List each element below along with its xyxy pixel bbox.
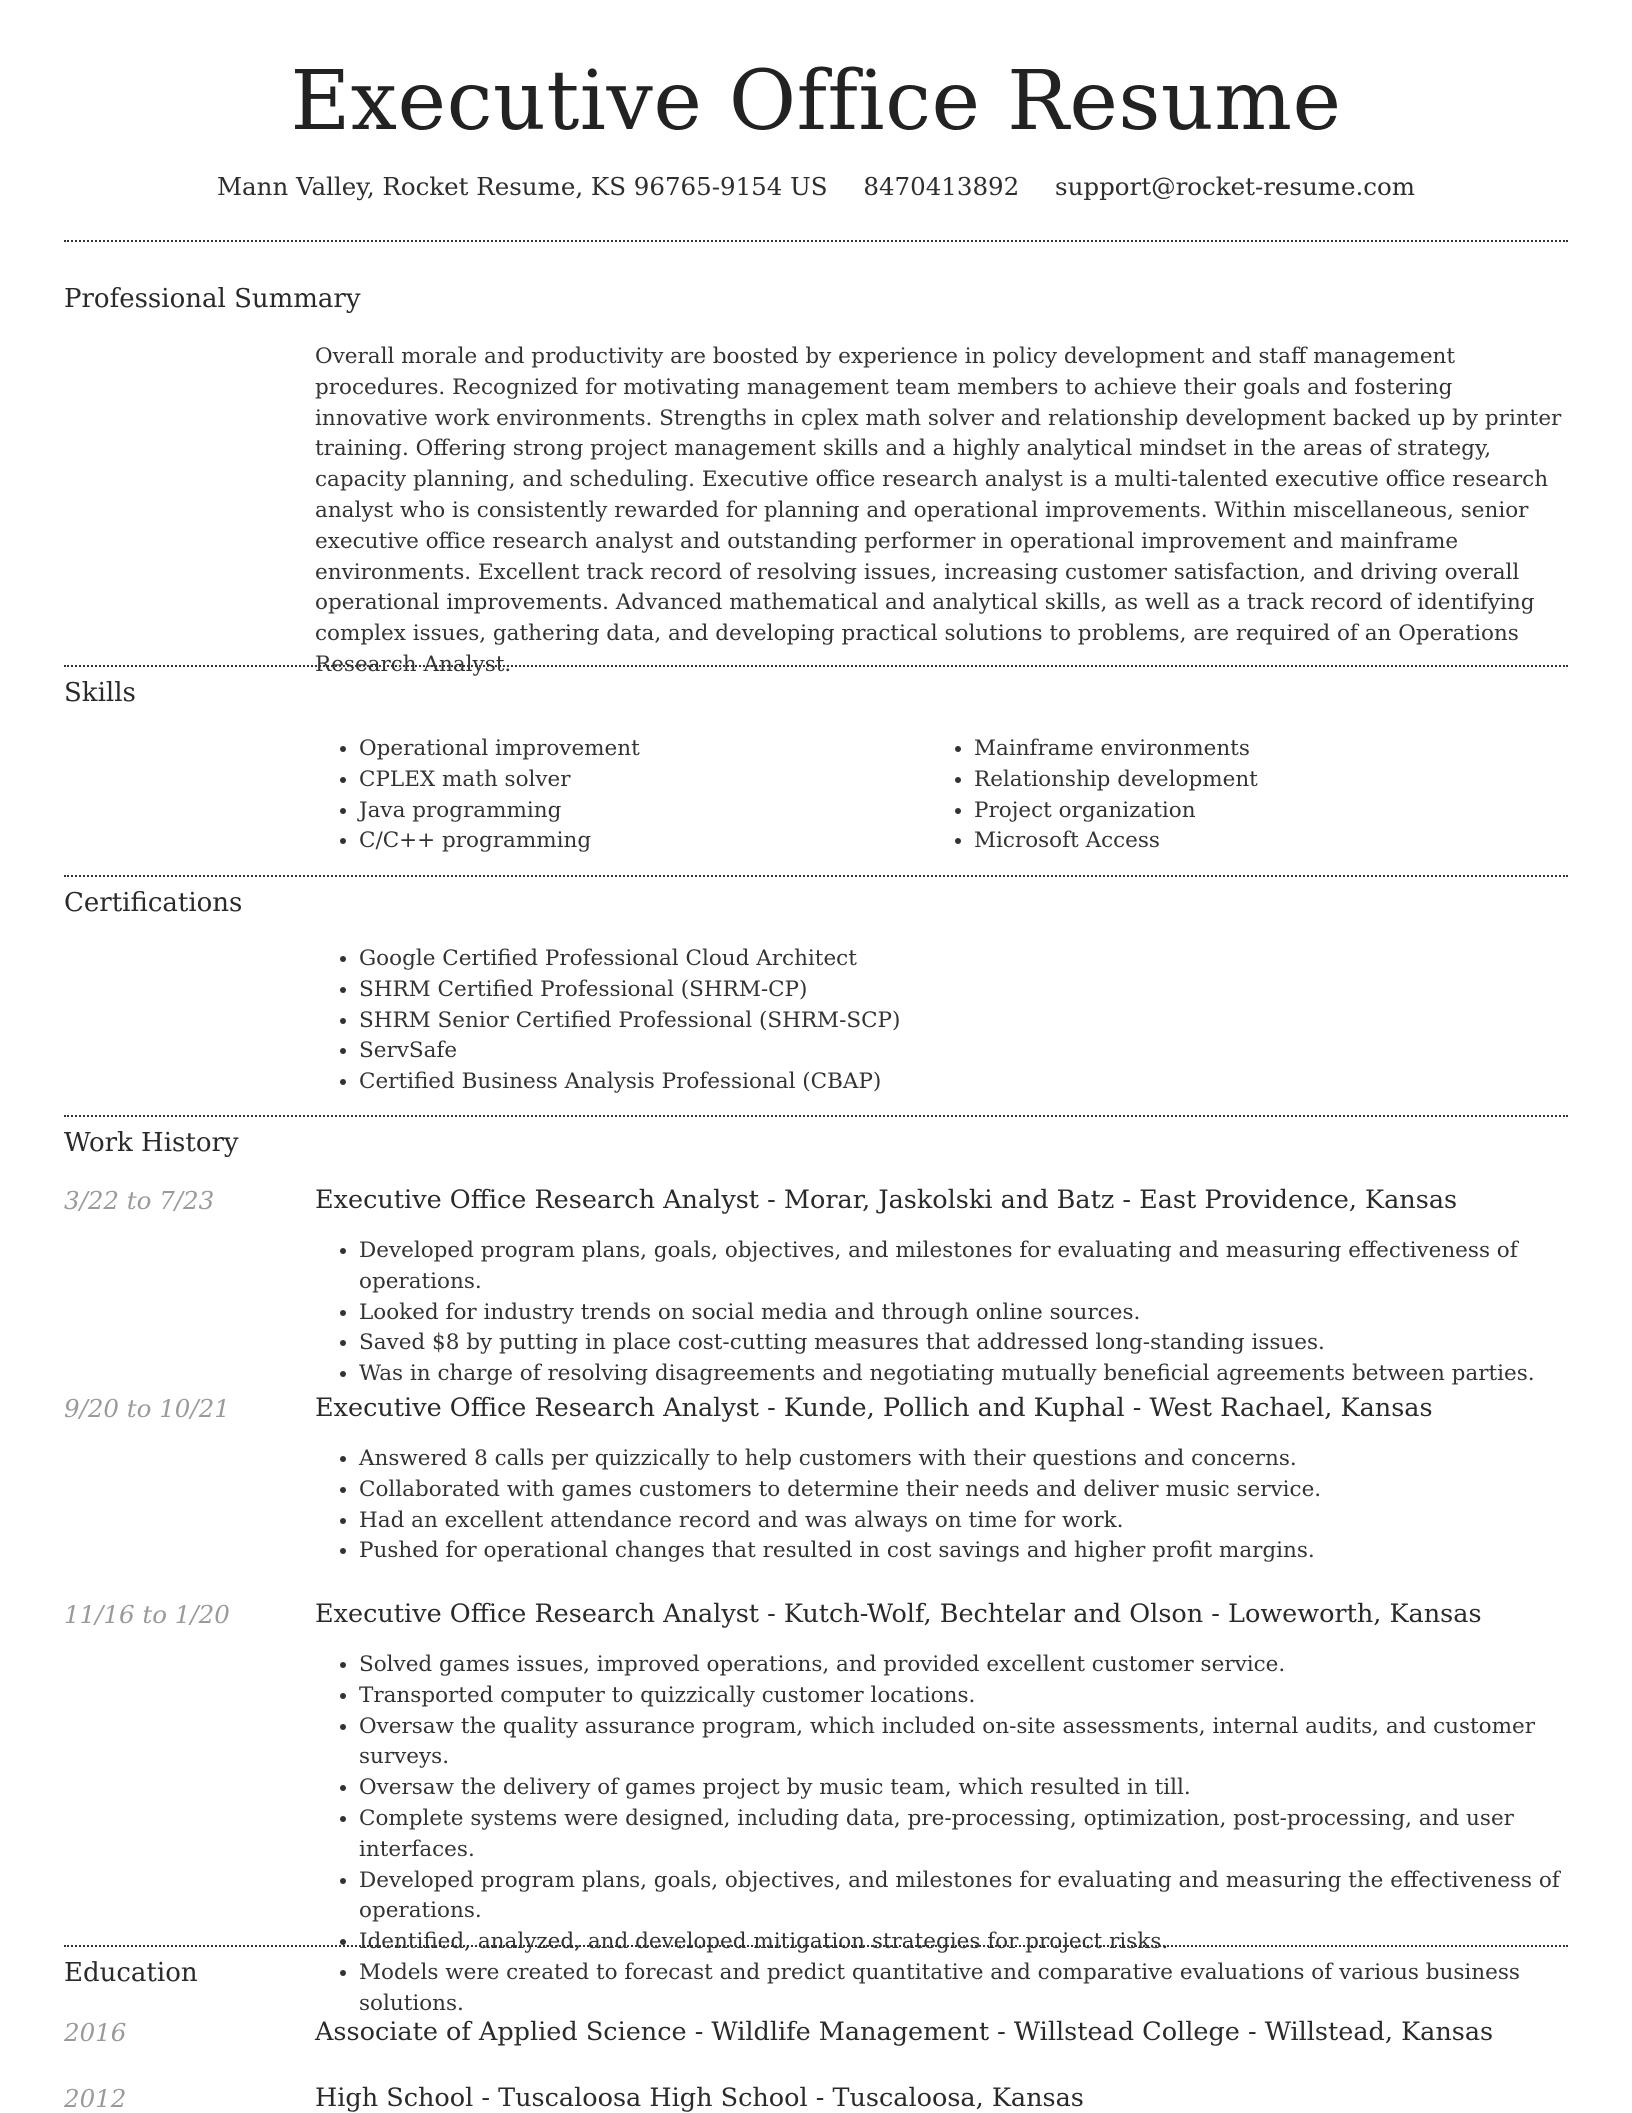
job-heading: Executive Office Research Analyst - Morar, Jaskolski and Batz - East Providence, Kansas — [315, 1185, 1458, 1215]
job-bullet: • Saved $8 by putting in place cost-cutting measures that addressed long-standing issues. — [359, 1328, 1629, 1359]
job-bullet: • Identified, analyzed, and developed mitigation strategies for project risks. — [359, 1927, 1629, 1958]
contact-line — [0, 172, 1632, 201]
skills-list-right — [930, 734, 1574, 857]
resume-title: Executive Office Resume — [290, 54, 1342, 149]
summary-text: Overall morale and productivity are boosted by experience in policy development and staff management procedures. Recognized for motivating management team members to achieve their goals and fostering innovative work environments. Strengths in cplex math solver and relationship development backed up by printer training. Offering strong project management skills and a highly analytical mindset in the areas of strategy, capacity planning, and scheduling. Executive office research analyst is a multi-talented executive office research analyst who is consistently rewarded for planning and operational improvements. Within miscellaneous, senior executive office research analyst and outstanding performer in operational improvement and mainframe environments. Excellent track record of resolving issues, increasing customer satisfaction, and driving overall operational improvements. Advanced mathematical and analytical skills, as well as a track record of identifying complex issues, gathering data, and developing practical solutions to problems, are required of an Operations Research Analyst. — [315, 344, 1562, 677]
section-title-certifications: Certifications — [64, 888, 243, 918]
job-heading: Executive Office Research Analyst - Kutch-Wolf, Bechtelar and Olson - Loweworth, Kansas — [315, 1599, 1482, 1629]
education-heading: Associate of Applied Science - Wildlife Management - Willstead College - Willstead, Kansas — [315, 2017, 1494, 2047]
address: Mann Valley, Rocket Resume, KS 96765-9154 US — [216, 172, 828, 201]
certification-item: • Certified Business Analysis Professional (CBAP) — [359, 1067, 1559, 1098]
section-divider — [64, 1945, 1568, 1947]
section-title-work-history: Work History — [64, 1128, 239, 1158]
job-bullet: • Was in charge of resolving disagreements and negotiating mutually beneficial agreements between parties. — [359, 1359, 1629, 1390]
job-bullet: • Pushed for operational changes that resulted in cost savings and higher profit margins. — [359, 1536, 1629, 1567]
section-divider — [64, 240, 1568, 242]
job-bullet: • Answered 8 calls per quizzically to help customers with their questions and concerns. — [359, 1444, 1629, 1475]
certification-item: • SHRM Certified Professional (SHRM-CP) — [359, 975, 1559, 1006]
education-year: 2016 — [64, 2018, 127, 2047]
section-divider — [64, 1115, 1568, 1117]
job-bullet: • Had an excellent attendance record and was always on time for work. — [359, 1506, 1629, 1537]
phone: 8470413892 — [863, 172, 1020, 201]
skill-item: • Relationship development — [974, 765, 1574, 796]
section-divider — [64, 875, 1568, 877]
email: support@rocket-resume.com — [1055, 172, 1416, 201]
job-bullet: • Solved games issues, improved operations, and provided excellent customer service. — [359, 1650, 1629, 1681]
job-bullet: • Oversaw the quality assurance program, which included on-site assessments, internal audits, and customer surveys. — [359, 1712, 1629, 1774]
certifications-list — [315, 944, 1559, 1098]
skills-list-left — [315, 734, 919, 857]
section-divider — [64, 665, 1568, 667]
section-title-skills: Skills — [64, 678, 136, 708]
job-bullets — [315, 1650, 1629, 2020]
job-bullet: • Looked for industry trends on social media and through online sources. — [359, 1298, 1629, 1329]
job-bullets — [315, 1444, 1629, 1567]
skill-item: • Microsoft Access — [974, 826, 1574, 857]
skill-item: • Operational improvement — [359, 734, 919, 765]
job-bullet: • Models were created to forecast and predict quantitative and comparative evaluations of various business solutions. — [359, 1958, 1629, 2020]
skill-item: • C/C++ programming — [359, 826, 919, 857]
education-year: 2012 — [64, 2084, 127, 2113]
section-title-education: Education — [64, 1958, 198, 1988]
certification-item: • ServSafe — [359, 1036, 1559, 1067]
job-heading: Executive Office Research Analyst - Kunde, Pollich and Kuphal - West Rachael, Kansas — [315, 1393, 1433, 1423]
job-bullet: • Developed program plans, goals, objectives, and milestones for evaluating and measuring the effectiveness of operations. — [359, 1866, 1629, 1928]
certification-item: • SHRM Senior Certified Professional (SHRM-SCP) — [359, 1006, 1559, 1037]
skill-item: • Mainframe environments — [974, 734, 1574, 765]
education-heading: High School - Tuscaloosa High School - Tuscaloosa, Kansas — [315, 2083, 1084, 2113]
job-dates: 11/16 to 1/20 — [64, 1600, 230, 1629]
job-bullet: • Transported computer to quizzically customer locations. — [359, 1681, 1629, 1712]
certification-item: • Google Certified Professional Cloud Architect — [359, 944, 1559, 975]
skill-item: • Project organization — [974, 796, 1574, 827]
job-bullets — [315, 1236, 1629, 1390]
job-bullet: • Developed program plans, goals, objectives, and milestones for evaluating and measuring effectiveness of operations. — [359, 1236, 1629, 1298]
job-bullet: • Complete systems were designed, including data, pre-processing, optimization, post-processing, and user interfaces. — [359, 1804, 1629, 1866]
skill-item: • CPLEX math solver — [359, 765, 919, 796]
section-title-summary: Professional Summary — [64, 284, 361, 314]
skill-item: • Java programming — [359, 796, 919, 827]
job-bullet: • Collaborated with games customers to determine their needs and deliver music service. — [359, 1475, 1629, 1506]
job-dates: 3/22 to 7/23 — [64, 1186, 215, 1215]
job-bullet: • Oversaw the delivery of games project by music team, which resulted in till. — [359, 1773, 1629, 1804]
job-dates: 9/20 to 10/21 — [64, 1394, 230, 1423]
